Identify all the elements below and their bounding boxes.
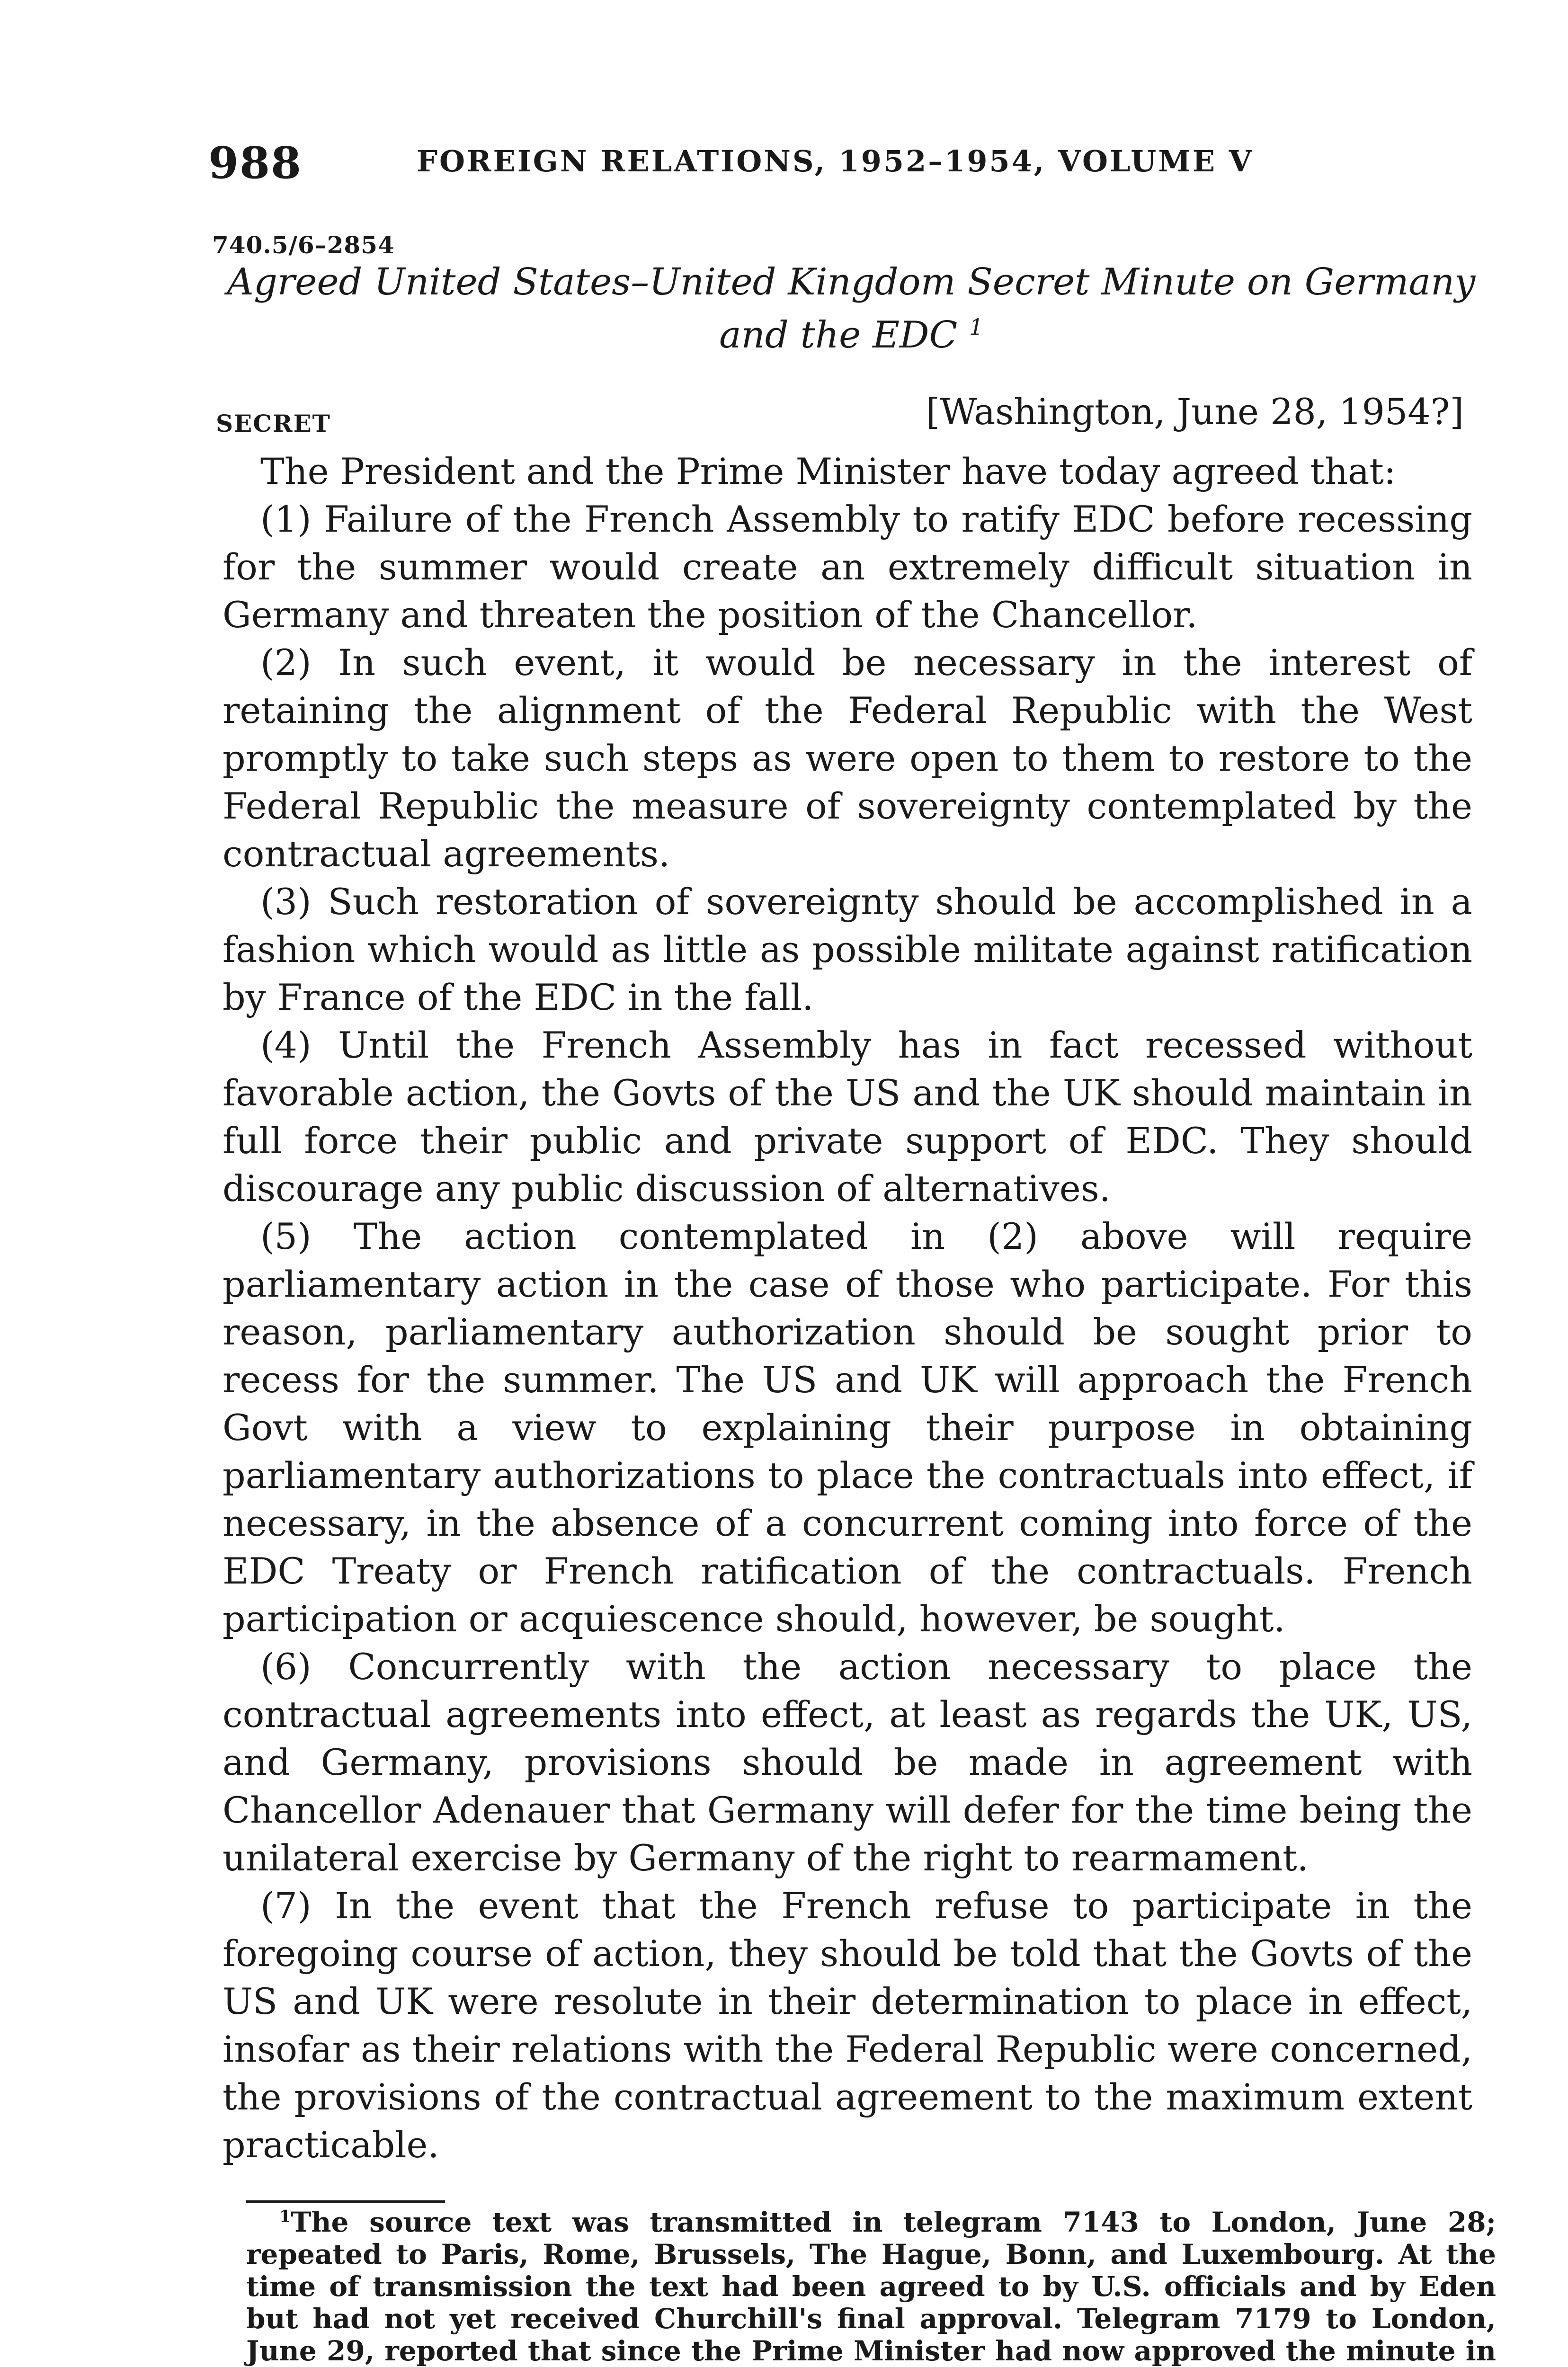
footnote-divider — [246, 2200, 445, 2203]
document-body — [223, 447, 1472, 2169]
document-title-line-2-text: and the EDC — [719, 314, 958, 356]
body-paragraph-3: (3) Such restoration of sovereignty should be accomplished in a fashion which would as little as possible militate against ratification by France of the EDC in the fall. — [223, 881, 1472, 1018]
document-title — [212, 256, 1490, 362]
classification-label: SECRET — [216, 409, 331, 437]
place-date: [Washington, June 28, 1954?] — [926, 391, 1464, 433]
file-number: 740.5/6–2854 — [212, 231, 395, 259]
body-paragraph-7: (7) In the event that the French refuse to participate in the foregoing course of action, they should be told that the Govts of the US and UK were resolute in their determination to place in effect, insofar as their relations with the Federal Republic were concerned, the provisions of the contractual agreement to the maximum extent practicable. — [223, 1885, 1472, 2166]
running-head — [208, 137, 1487, 194]
title-footnote-marker[interactable]: 1 — [969, 315, 983, 340]
footnote — [246, 2206, 1496, 2367]
page-number: 988 — [208, 137, 303, 188]
body-paragraph-5: (5) The action contemplated in (2) above will require parliamentary action in the case of those who participate. For this reason, parliamentary authorization should be sought prior to recess for the summer. The US and UK will approach the French Govt with a view to explaining their purpose in obtaining parliamentary authorizations to place the contractuals into effect, if necessary, in the absence of a concurrent coming into force of the EDC Treaty or French ratification of the contractuals. French participation or acquiescence should, however, be sought. — [223, 1215, 1472, 1640]
footnote-text: The source text was transmitted in telegram 7143 to London, June 28; repeated to Paris, Rome, Brussels, The Hague, Bonn, and Luxembourg. At the time of transmission the text had been agreed to by U.S. officials and by Eden but had not yet received Churchill's final approval. Telegram 7179 to London, June 29, reported that since the Prime Minister had now approved the minute in — [246, 2206, 1496, 2367]
body-paragraph-4: (4) Until the French Assembly has in fact recessed without favorable action, the Govts of the US and the UK should maintain in full force their public and private support of EDC. They should discourage any public discussion of alternatives. — [223, 1024, 1472, 1210]
running-title: FOREIGN RELATIONS, 1952–1954, VOLUME V — [417, 144, 1254, 178]
body-paragraph-2: (2) In such event, it would be necessary in the interest of retaining the alignment of the Federal Republic with the West promptly to take such steps as were open to them to restore to the Federal Republic the measure of sovereignty contemplated by the contractual agreements. — [223, 641, 1472, 875]
body-paragraph-intro: The President and the Prime Minister have today agreed that: — [260, 450, 1396, 492]
footnote-marker: 1 — [279, 2207, 291, 2226]
document-title-line-2 — [212, 309, 1490, 362]
document-title-line-1: Agreed United States–United Kingdom Secret Minute on Germany — [227, 261, 1476, 303]
body-paragraph-6: (6) Concurrently with the action necessary to place the contractual agreements into effect, at least as regards the UK, US, and Germany, provisions should be made in agreement with Chancellor Adenauer that Germany will defer for the time being the unilateral exercise by Germany of the right to rearmament. — [223, 1646, 1472, 1879]
footnote-paragraph — [246, 2206, 1496, 2367]
body-paragraph-1: (1) Failure of the French Assembly to ratify EDC before recessing for the summer would create an extremely difficult situation in Germany and threaten the position of the Chancellor. — [223, 498, 1472, 636]
